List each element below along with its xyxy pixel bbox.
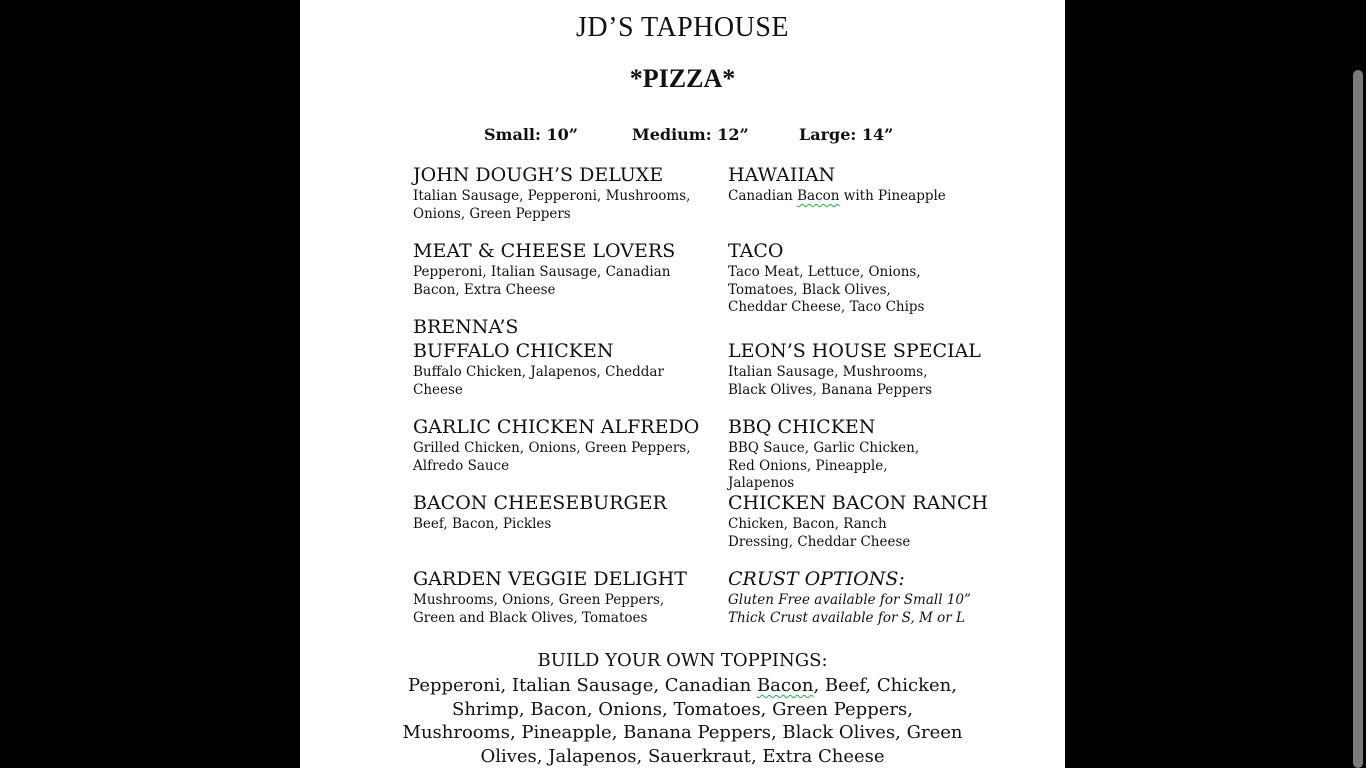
menu-item [728, 163, 1018, 206]
item-name: TACO [728, 240, 784, 262]
item-name: BBQ CHICKEN [728, 416, 876, 438]
byo-toppings-list [400, 674, 965, 768]
item-name: JOHN DOUGH’S DELUXE [413, 164, 664, 186]
menu-item [413, 491, 703, 534]
item-name-line1: BRENNA’S [413, 316, 519, 338]
item-name: BUFFALO CHICKEN [413, 340, 614, 362]
size-large: Large: 14” [799, 125, 894, 144]
spellcheck-flagged-word: Bacon [756, 675, 814, 696]
crust-option-thick: Thick Crust available for S, M or L [728, 609, 965, 626]
crust-options [728, 567, 1018, 627]
menu-item [413, 239, 703, 299]
item-description: Chicken, Bacon, Ranch Dressing, Cheddar Cheese [728, 516, 911, 550]
item-name: GARDEN VEGGIE DELIGHT [413, 568, 687, 590]
toppings-text: , Beef, Chicken, Shrimp, Bacon, Onions, Tomatoes, Green Peppers, Mushrooms, Pineapple, Banana Peppers, Black Olives, Green Olives, Jalapenos, Sauerkraut, Extra Cheese [402, 675, 963, 767]
item-name: LEON’S HOUSE SPECIAL [728, 340, 981, 362]
menu-item [413, 415, 703, 475]
item-description: Buffalo Chicken, Jalapenos, Cheddar Cheese [413, 364, 664, 398]
item-name: BACON CHEESEBURGER [413, 492, 667, 514]
menu-item [413, 567, 703, 627]
menu-item [728, 239, 953, 317]
section-title: *PIZZA* [629, 64, 736, 93]
item-name: MEAT & CHEESE LOVERS [413, 240, 676, 262]
vertical-scrollbar-thumb[interactable] [1353, 70, 1363, 768]
document-page [300, 0, 1065, 768]
item-description: Taco Meat, Lettuce, Onions, Tomatoes, Black Olives, Cheddar Cheese, Taco Chips [728, 264, 925, 315]
toppings-text: Pepperoni, Italian Sausage, Canadian [408, 675, 757, 696]
item-description: Pepperoni, Italian Sausage, Canadian Bacon, Extra Cheese [413, 264, 671, 298]
item-name: CRUST OPTIONS: [728, 568, 905, 590]
item-description: Italian Sausage, Pepperoni, Mushrooms, Onions, Green Peppers [413, 188, 691, 222]
item-description: Beef, Bacon, Pickles [413, 516, 552, 532]
item-description: Grilled Chicken, Onions, Green Peppers, Alfredo Sauce [413, 440, 691, 474]
menu-item [413, 315, 703, 399]
item-name: HAWAIIAN [728, 164, 836, 186]
item-description: Italian Sausage, Mushrooms, Black Olives, Banana Peppers [728, 364, 933, 398]
crust-option-gluten-free: Gluten Free available for Small 10” [728, 592, 971, 608]
size-small: Small: 10” [484, 125, 578, 144]
spellcheck-flagged-word: Bacon [797, 188, 840, 204]
item-description: Mushrooms, Onions, Green Peppers, Green and Black Olives, Tomatoes [413, 592, 665, 626]
desc-text: Canadian [728, 188, 798, 204]
menu-item [728, 339, 981, 399]
menu-item [728, 415, 943, 493]
byo-heading: BUILD YOUR OWN TOPPINGS: [537, 650, 828, 671]
build-your-own [400, 650, 965, 768]
item-description [728, 188, 1018, 206]
menu-item [413, 163, 703, 223]
item-name: GARLIC CHICKEN ALFREDO [413, 416, 700, 438]
desc-text: with Pineapple [839, 188, 946, 204]
item-name: CHICKEN BACON RANCH [728, 492, 989, 514]
item-description: BBQ Sauce, Garlic Chicken, Red Onions, Pineapple, Jalapenos [728, 440, 920, 491]
size-medium: Medium: 12” [632, 125, 749, 144]
restaurant-title: JD’S TAPHOUSE [576, 12, 789, 43]
menu-item [728, 491, 989, 551]
